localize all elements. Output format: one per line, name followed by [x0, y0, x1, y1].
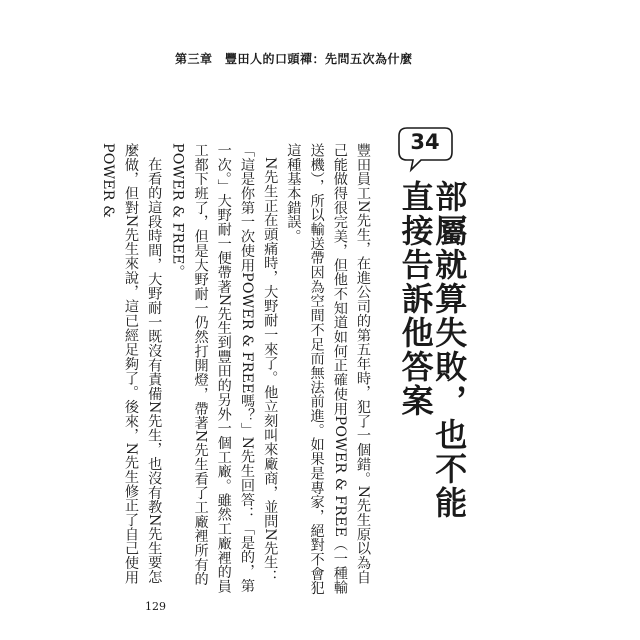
running-header: 第三章 豐田人的口頭禪：先問五次為什麼 [175, 52, 413, 66]
paragraph: 豐田員工N先生，在進公司的第五年時，犯了一個錯。N先生原以為自己能做得很完美，但他不知道如何正確使用POWER & FREE（一種輸送機），所以輸送帶因為空間不足而無法前進。如果是專家，絕對不會犯這種基本錯誤。 [285, 143, 371, 596]
section-number-badge [395, 124, 455, 174]
paragraph: 在看的這段時間，大野耐一既沒有責備N先生，也沒有教N先生要怎麼做，但對N先生來說，這已經足夠了。後來，N先生修正了自己使用POWER & [99, 143, 163, 585]
body-text [99, 143, 374, 598]
section-number: 34 [410, 130, 440, 154]
page-number: 129 [145, 600, 166, 613]
section-title: 部屬就算失敗，也不能直接告訴他答案 [396, 180, 469, 520]
paragraph: N先生正在頭痛時，大野耐一來了。他立刻叫來廠商，並問N先生：「這是你第一次使用POWER & FREE嗎？」N先生回答：「是的，第一次。」大野耐一便帶著N先生到豐田的另外一個工廠。雖然工廠裡的員工都下班了，但是大野耐一仍然打開燈，帶著N先生看了工廠裡所有的POWER & FREE。 [169, 143, 279, 594]
